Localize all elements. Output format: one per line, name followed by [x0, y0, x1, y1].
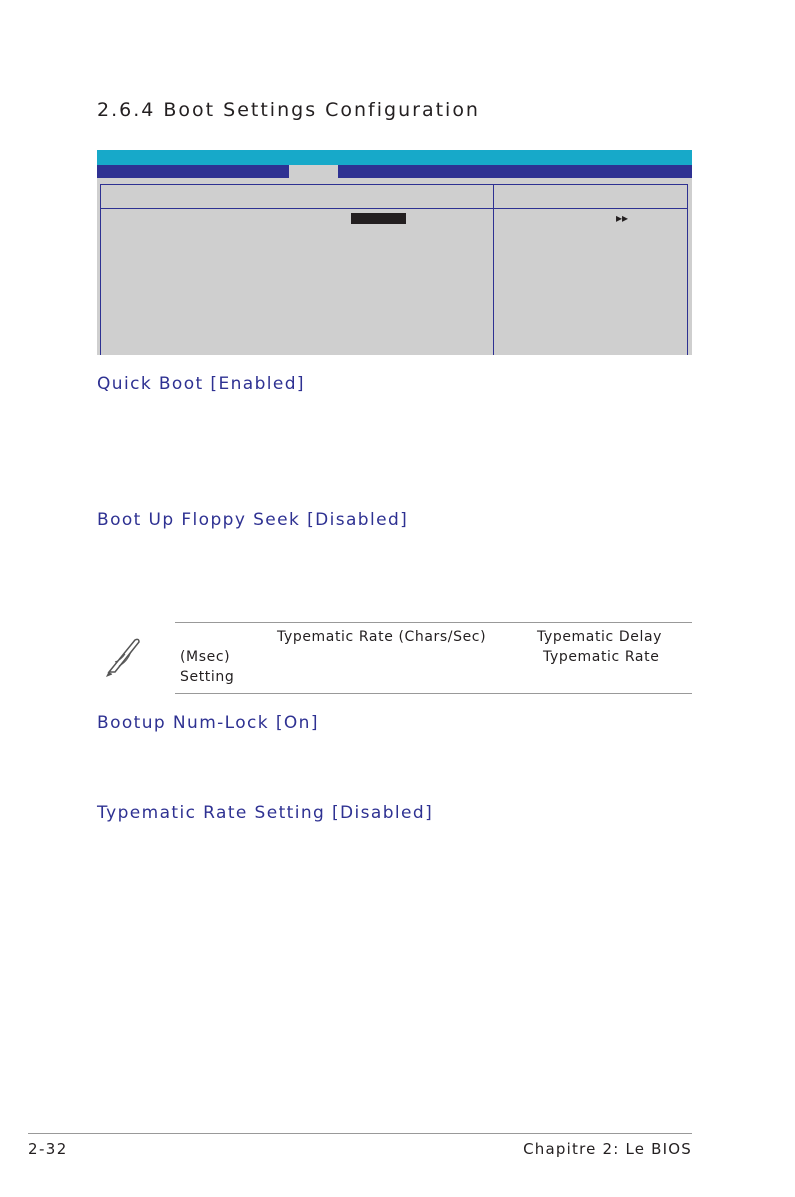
note-text-msec: (Msec) [180, 649, 231, 665]
bios-screenshot [97, 150, 692, 355]
bios-panel [97, 178, 692, 355]
bios-nav-arrows-icon: ▸▸ [616, 211, 629, 225]
footer-rule [28, 1133, 692, 1134]
section-title-typematic-rate: Typematic Rate Setting [Disabled] [97, 803, 434, 823]
pencil-note-icon [101, 632, 143, 678]
section-title-num-lock: Bootup Num-Lock [On] [97, 713, 319, 733]
chapter-title: Chapitre 2: Le BIOS [523, 1140, 692, 1158]
bios-title-bar [97, 150, 692, 165]
bios-active-tab [289, 165, 338, 178]
note-bottom-rule [175, 693, 692, 694]
bios-selected-value [351, 213, 406, 224]
note-top-rule [175, 622, 692, 623]
bios-header-divider [100, 208, 688, 209]
note-text-typematic-rate: Typematic Rate (Chars/Sec) [277, 629, 487, 645]
page-number: 2-32 [28, 1140, 68, 1158]
note-text-typematic-delay: Typematic Delay [537, 629, 663, 645]
bios-menu-bar [97, 165, 692, 178]
note-text-typematic-rate-2: Typematic Rate [543, 649, 660, 665]
bios-frame [100, 184, 688, 355]
note-box [97, 622, 692, 694]
bios-column-divider [493, 184, 494, 355]
note-text-setting: Setting [180, 669, 235, 685]
page-heading: 2.6.4 Boot Settings Configuration [97, 99, 480, 121]
section-title-quick-boot: Quick Boot [Enabled] [97, 374, 305, 394]
section-title-floppy-seek: Boot Up Floppy Seek [Disabled] [97, 510, 409, 530]
